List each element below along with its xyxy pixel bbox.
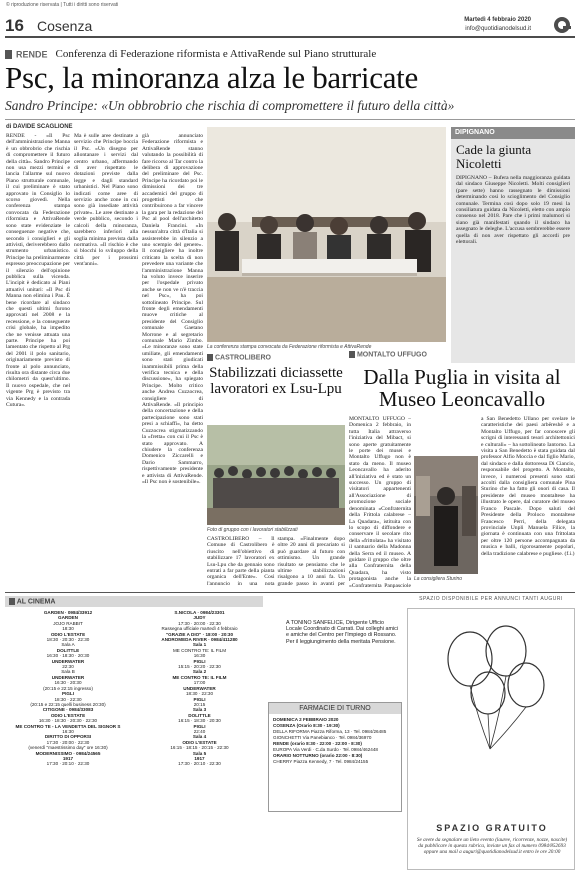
page-number: 16 bbox=[5, 16, 24, 35]
cinema-showtime: 17:30 · 20:10 · 22:30 bbox=[178, 761, 221, 767]
cinema-title: MODERNISSIMO · 0984/24565 bbox=[35, 750, 101, 756]
cinema-showtime: 18:30 · 22:30 bbox=[54, 696, 82, 702]
cinema-showtime: 17:00 bbox=[193, 680, 206, 686]
montalto-kicker: MONTALTO UFFUGO bbox=[349, 351, 575, 358]
main-kicker: RENDE bbox=[16, 49, 48, 60]
group-photo-illustration bbox=[207, 425, 345, 525]
cinema-title: UNDERWATER bbox=[51, 674, 85, 680]
cinema-showtime: Sala A bbox=[61, 642, 75, 648]
pharmacy-box bbox=[268, 702, 402, 812]
bottom-divider bbox=[5, 592, 575, 593]
cinema-title: UNDERWATER bbox=[183, 685, 216, 691]
cinema-title: DIRITTO DI OPPORSI bbox=[44, 734, 92, 740]
cinema-showtime: 18:30 · 22:30 bbox=[185, 691, 214, 697]
cinema-title: ODIO L'ESTATE bbox=[182, 739, 217, 745]
divider bbox=[5, 119, 575, 120]
cinema-title: 1917 bbox=[194, 755, 205, 761]
byline: di DAVIDE SCAGLIONE bbox=[6, 124, 73, 130]
cinema-title: PIGLI bbox=[62, 691, 74, 697]
montalto-photo bbox=[414, 456, 478, 574]
square-bullet-icon bbox=[9, 598, 15, 605]
cinema-showtime: 22:40 bbox=[193, 728, 206, 734]
castrolibero-headline: Stabilizzati diciassette lavoratori ex Lsu-Lpu bbox=[209, 365, 343, 398]
balloons-icon bbox=[430, 623, 554, 757]
ad-box bbox=[407, 608, 575, 870]
newspaper-logo-icon bbox=[551, 15, 573, 35]
cinema-showtime: 16:15 · 18:30 · 20:30 bbox=[178, 718, 221, 724]
cinema-showtime: JOJO RABBIT bbox=[53, 620, 83, 626]
cinema-showtime: ME CONTRO TE: IL FILM bbox=[172, 647, 227, 653]
main-article-col1: RENDE - «Il Psc dell'amministrazione Manna è un obbrobrio che rischia di compromettere il futuro della città». Sandro Principe non usa mezzi termini e lancia l'allarme sul nuovo Piano strutturale comunale, il cui preliminare è stato approvato in Consiglio lo scorso giovedì. Nella conferenza stampa convocata da Federazione riformista e AttivaRende sono state evidenziate le conseguenze negative che, secondo i consiglieri e gli attivisti, deriverebbero dallo strumento urbanistico. Principe ha preliminarmente espresso preoccupazione per il silenzio dell'opinione pubblica sulla vicenda. L'incipit è dedicato ai Piani attuativi unitari: «Il Psc di Manna non elimina i Pau. È bene ricordare al sindaco che questi ultimi furono approvati nel 2008 e la recessione, e la conseguente crisi globale, ha impedito che ne venisse attuata una parte. Principe ha poi lamentato che rispetto al Prg del 2001 il polo sanitario, originariamente previsto di fronte al polo annunciato, risulta ora distante circa due chilometri da quest'ultimo. Il nuovo ospedale, che nel vigente Prg è previsto tra via Kennedy e la contrada Cutura». bbox=[6, 133, 70, 409]
main-photo-caption: La conferenza stampa convocata da Federazione riformista e AttivaRende bbox=[207, 344, 372, 350]
cinema-showtime: 17:30 · 20:10 · 22:30 bbox=[46, 761, 90, 767]
main-article-col2: già annunciato Federazione riformista e AttivaRende stanno valutando la possibilità di fare ricorso al Tar contro la delibera di approvazione del preliminare del Psc. Principe ha ricordato poi le dimissioni dei tre accademici del gruppo di progettisti che contribuirono a far vincere la gara per la redazione del Psc al pool dell'architetto Daniela Francini. «In nessun'altra città d'Italia si assisterebbe in silenzio a uno scempio del genere». Il consigliere ha inoltre criticato la scelta di non prevedere una variante che l'amministrazione Manna ha voluto invece inserire per l'ospedale privato anche se non ve n'è traccia nel Psc», ha poi sottolineato Principe. Sul fronte degli emendamenti muove critiche al presidente del Consiglio comunale Gaetano Morrone e al segretario comunale Mario Zimbo. «Le minoranze sono state umiliate, gli emendamenti sono stati giudicati inammissibili prima della verifica tecnica e della discussione», ha spiegato Principe. Molto critico anche Andrea Cuzzocrea, consigliere di AttivaRende. «Il principio della concertazione e della partecipazione sono stati presi a schiaffi», ha detto Cuzzocrea stigmatizzando la «fretta» con cui il Psc è stato approvato. A chiudere la conferenza Domenico Ziccarelli e Dario Sammarro, rispettivamente presidente e attivista di AttivaRende. «Il Psc non è sostenibile». bbox=[142, 133, 203, 485]
dipignano-body: DIPIGNANO – Bufera nella maggioranza guidata dal sindaco Giuseppe Nicoletti. Molti consiglieri (pare sette) hanno rassegnato le dimissioni determinando così lo scioglimento del Consiglio comunale. Termina così dopo solo 19 mesi la consiliatura guidata da Nicoletti, eletto con ampio consenso nel 2018. Pare che i primi malumori si siano già manifestati quando il sindaco ha assegnato le deleghe. L'accusa sembrerebbe essere quella di non aver rispettato gli accordi pre elettorali. bbox=[456, 175, 570, 246]
cinema-title: Sala 5 bbox=[192, 750, 207, 756]
cinema-showtime: Rassegna ufficiale martedì 4 febbraio bbox=[161, 626, 238, 632]
cinema-bar: AL CINEMA bbox=[5, 596, 263, 607]
press-conference-illustration bbox=[207, 127, 446, 342]
castrolibero-kicker: CASTROLIBERO bbox=[207, 354, 345, 361]
page-header bbox=[5, 14, 575, 38]
montalto-headline: Dalla Puglia in visita al Museo Leoncavallo bbox=[363, 365, 561, 412]
cinema-title: Sala 2 bbox=[192, 669, 207, 675]
cinema-showtime: 22:30 bbox=[62, 664, 74, 670]
section-name: Cosenza bbox=[37, 18, 93, 34]
pharmacy-date: DOMENICA 2 FEBBRAIO 2020 bbox=[273, 717, 339, 722]
notice-body: A TONINO SANFELICE, Dirigente Ufficio Locale Coordinato di Carrati. Dai colleghi amici e amiche del Centro per l'Impiego di Rossano. Per il leggiungimento della meritata Pensione. bbox=[286, 620, 399, 645]
cinema-title: DOLITTLE bbox=[56, 647, 80, 653]
dipignano-headline: Cade la giunta Nicoletti bbox=[456, 142, 532, 171]
ad-title: SPAZIO GRATUITO bbox=[436, 823, 548, 833]
cinema-showtime: 16:30 · 18:30 · 20:30 bbox=[46, 653, 90, 659]
cinema-title: DOLITTLE bbox=[188, 712, 211, 718]
pharmacy-title: FARMACIE DI TURNO bbox=[269, 703, 401, 714]
pharmacy-list bbox=[269, 723, 401, 765]
square-bullet-icon bbox=[207, 354, 213, 361]
montalto-col1: MONTALTO UFFUGO – Domenica 2 febbraio, in tutta Italia attraverso l'iniziativa del Mibact, si sono aperte gratuitamente le porte dei musei e Montalto Uffugo non è stato da meno. Il museo Leoncavallo ha aderito all'iniziativa ed è stato un successo. Un gruppo di visitatori appartenenti all'Associazione di promozione sociale denominata «Confraternita della Frittola calabrese – La Quadara», istituita con lo scopo di diffondere e conservare il secolare rito della «frittolata» ha visitato il santuario della Madonna della Serra ed il museo. A guidare il gruppo che oltre alla Confraternita della Quadara, ha visto protagonista anche la «Confraternita Panpasciole bbox=[349, 416, 411, 588]
pharmacy-row: CHERRY Piazza Kennedy, 7 · Tel. 0984/24155 bbox=[273, 759, 369, 764]
dipignano-kicker: DIPIGNANO bbox=[451, 127, 575, 139]
cinema-title: Sala 3 bbox=[192, 707, 207, 713]
cinema-title: PIGLI bbox=[193, 696, 206, 702]
cinema-showtime: 16:30 bbox=[62, 728, 74, 734]
cinema-showtime: 20:15 bbox=[193, 701, 206, 707]
main-subhead: Sandro Principe: «Un obbrobrio che rischia di compromettere il futuro della città» bbox=[5, 98, 455, 113]
montalto-section bbox=[349, 351, 575, 410]
cinema-showtime: (20:15 e 22:15 quelli business 20:30) bbox=[30, 701, 106, 707]
cinema-showtime: 16:30 · 18:30 · 20:30 · 22:30 bbox=[38, 718, 98, 724]
castrolibero-section bbox=[207, 354, 345, 397]
cinema-showtime: 18:30 bbox=[62, 626, 74, 632]
montalto-photo-caption: La consigliera Sturino bbox=[414, 576, 463, 582]
pharmacy-row: GIONCHETTI Via Panebianco · Tel. 0984/36970 bbox=[273, 735, 372, 740]
cinema-title: UNDERWATER bbox=[51, 658, 85, 664]
cinema-showtime: 17:30 · 20:00 · 22:30 bbox=[46, 739, 90, 745]
cinema-title: S.NICOLA · 0984/23301 bbox=[174, 610, 225, 615]
montalto-col2: a San Benedetto Ullano per svelare le caratteristiche dei paesi arbëreshë e a Montalto Uffugo, per far conoscere gli scrigni di interessanti tesori architettonici e culturali» – ha sottolineato Iantorno. La visita a San Benedetto è stata guidata dal professor Alfio Moccia e dal figlio Mario, dal sindaco e dalla dottoressa Di Ciancio, responsabile del progetto. A Montalto, invece, i numerosi presenti sono stati accolti dalla consigliera comunale Pina Sturino che ha fatto gli onori di casa. Il presidente del museo montaltese ha illustrato le opere, dal curatore del museo Franco Pascale. Dopo saluti del Presidente della Proloco montaltese Francesco Perri, della delegata provinciale Unpli Manuela Filice, la giornata è continuata con una frittolata per oltre 120 persone accompagnata da musica e balli, rigorosamente popolari, della tradizione calabrese e pugliese. (f.i.) bbox=[481, 416, 575, 557]
museum-visit-illustration bbox=[414, 456, 478, 574]
cinema-showtime: 16:15 · 18:15 · 20:15 · 22:30 bbox=[170, 745, 229, 751]
cinema-title: Sala 1 bbox=[192, 642, 207, 648]
notice-box bbox=[268, 610, 402, 670]
cinema-title: PIGLI bbox=[193, 658, 206, 664]
cinema-title: GARDEN · 0984/33912 bbox=[43, 610, 93, 615]
pharmacy-row: RENDE (orario 8:30 - 22:00 · 22:00 - 8:30) bbox=[273, 741, 362, 746]
cinema-showtime: 18:30 · 20:30 · 22:30 bbox=[46, 637, 90, 643]
cinema-showtime: 15:15 · 20:20 · 22:30 bbox=[178, 664, 221, 670]
press-conference-photo bbox=[207, 127, 446, 342]
ad-banner: SPAZIO DISPONIBILE PER ANNUNCI TANTI AUGURI bbox=[419, 596, 563, 602]
header-email: info@quotidianodelsud.it bbox=[465, 26, 531, 32]
cinema-title: JUDY bbox=[193, 615, 206, 621]
cinema-showtime: Sala B bbox=[61, 669, 75, 675]
cinema-title: GARDEN bbox=[58, 615, 78, 621]
header-date: Martedì 4 febbraio 2020 bbox=[464, 17, 531, 23]
cinema-title: ANDROMEDA RIVER · 0984/411280 bbox=[161, 637, 238, 643]
cinema-title: PIGLI bbox=[193, 723, 206, 729]
cinema-showtime: (venerdì "maestrissimo day" ore 16:30) bbox=[28, 745, 108, 751]
cinema-title: ODIO L'ESTATE bbox=[50, 712, 86, 718]
pharmacy-row: DELLA RIFORMA Piazza Riforma, 13 · Tel. 0984/26485 bbox=[273, 729, 387, 734]
top-strip: © riproduzione riservata | Tutti i diritti sono riservati bbox=[6, 2, 119, 8]
cinema-title: 1917 bbox=[62, 755, 74, 761]
square-bullet-icon bbox=[349, 351, 355, 358]
cinema-title: ME CONTRO TE - LA VENDETTA DEL SIGNOR S bbox=[15, 723, 121, 729]
pharmacy-row: ORARIO NOTTURNO (orario 22:00 - 8:30) bbox=[273, 753, 363, 758]
castrolibero-photo bbox=[207, 425, 345, 525]
castrolibero-photo-caption: Foto di gruppo con i lavoratori stabilizzati bbox=[207, 527, 298, 533]
cinema-title: ME CONTRO TE: IL FILM bbox=[172, 674, 227, 680]
cinema-showtime: 16:30 · 20:30 bbox=[54, 680, 82, 686]
cinema-showtime: (20:15 e 22:15 ingresso) bbox=[43, 685, 93, 691]
cinema-right-listing bbox=[136, 610, 263, 870]
main-article-col1b: Ma è sulle aree destinate a servizio che Principe boccia il Psc. «Un disegno per allontanare i servizi dal centro urbano, affermando di aver rispettato le dotazioni previste dalla legge e dagli standard urbanistici. Nel Piano sono indicati come aree di servizio anche zone in cui sono già insediate attività private». Le aree destinate a verde pubblico, secondo i calcoli della minoranza, sarebbero inferiori alla soglia minima prevista dalla normativa. «Il rischio è che si blocchi lo sviluppo della città per i prossimi vent'anni». bbox=[74, 133, 138, 268]
dipignano-box bbox=[451, 127, 575, 363]
cinema-title: CITIGONE · 0984/33083 bbox=[42, 707, 94, 713]
main-overline: Conferenza di Federazione riformista e AttivaRende sul Piano strutturale bbox=[55, 48, 377, 61]
ad-body: Se avete da segnalare un lieto evento (lauree, ricorrenze, nozze, nascite) da pubblicare in questa rubrica, inviate un fax al numero 0984/852693 oppure una mail a auguri@quotidianodelsud.it entro le ore 20:00 bbox=[416, 837, 568, 855]
square-bullet-icon bbox=[5, 50, 12, 59]
cinema-title: ODIO L'ESTATE bbox=[50, 631, 86, 637]
cinema-showtime: 17:30 · 20:00 · 22:30 bbox=[178, 620, 221, 626]
cinema-left-listing bbox=[5, 610, 131, 870]
cinema-title: "GRAZIE A DIO" · 18:00 · 20:30 bbox=[165, 631, 234, 637]
castrolibero-body: CASTROLIBERO – Il Comune di Castrolibero è riuscito nell'obiettivo di stabilizzare 17 lavoratori ex Lsu-Lpu che da gennaio sono entrati a far parte della pianta organica dell'Ente». Così l'annuncio in una nota stampa. «Finalmente dopo oltre 20 anni di precariato si può guardare al futuro con ottimismo. Un grande risultato se pensiamo che le ultime stabilizzazioni risalgono a 10 anni fa. Un grande passo in avanti per bbox=[207, 536, 345, 587]
cinema-showtime: 16:30 bbox=[193, 653, 206, 659]
pharmacy-row: COSENZA (Orario 8:30 - 19:30) bbox=[273, 723, 340, 728]
overline-row bbox=[5, 45, 575, 61]
pharmacy-row: EUROPA Via Verdi · C.da Surdo · Tel. 0984/462448 bbox=[273, 747, 378, 752]
main-headline: Psc, la minoranza alza le barricate bbox=[5, 60, 418, 95]
cinema-title: Sala 4 bbox=[192, 734, 207, 740]
